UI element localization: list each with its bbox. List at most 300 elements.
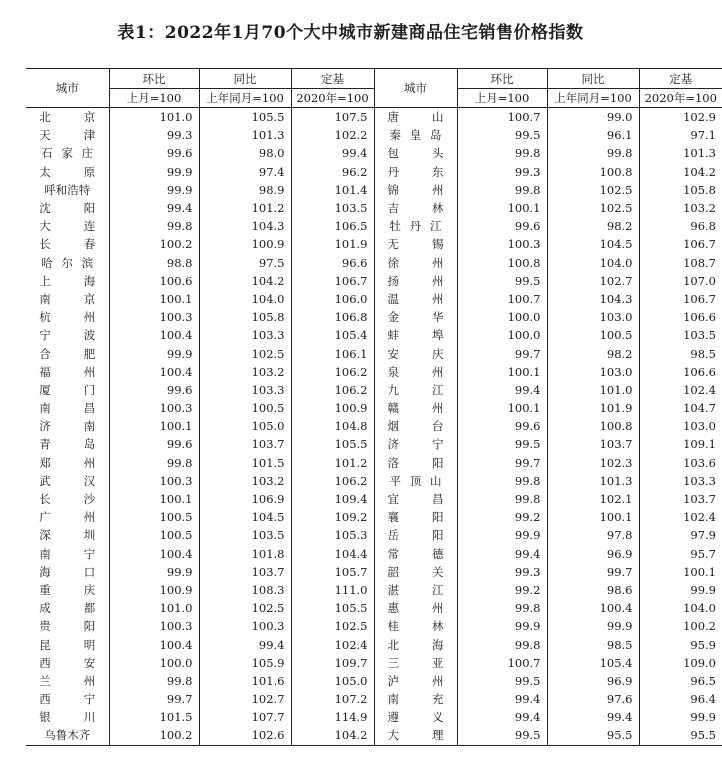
mom-value: 99.8: [109, 454, 199, 472]
base-value: 99.4: [291, 144, 374, 162]
city-cell: [26, 581, 109, 599]
city-name: 唐山: [387, 110, 444, 125]
city-name: 长春: [39, 237, 96, 252]
city-name: 海口: [39, 564, 96, 579]
yoy-value: 97.6: [547, 690, 639, 708]
city-name: 金华: [387, 310, 444, 325]
city-name: 南宁: [39, 546, 96, 561]
table-row: [26, 326, 722, 344]
table-row: [26, 217, 722, 235]
mom-value: 99.8: [457, 472, 547, 490]
mom-value: 99.9: [109, 163, 199, 181]
yoy-value: 99.7: [547, 563, 639, 581]
city-cell: [26, 599, 109, 617]
city-name: 太原: [39, 164, 96, 179]
city-cell: [26, 181, 109, 199]
city-cell: [374, 217, 457, 235]
mom-value: 99.5: [457, 726, 547, 745]
yoy-value: 98.0: [199, 144, 291, 162]
city-name: 宜昌: [387, 492, 444, 507]
city-name: 长沙: [39, 492, 96, 507]
table-row: [26, 108, 722, 127]
yoy-value: 105.8: [199, 308, 291, 326]
city-cell: [374, 344, 457, 362]
base-value: 101.9: [291, 235, 374, 253]
base-value: 105.0: [291, 672, 374, 690]
mom-value: 100.1: [109, 417, 199, 435]
base-value: 104.8: [291, 417, 374, 435]
yoy-value: 101.3: [547, 472, 639, 490]
city-name: 遵义: [387, 710, 444, 725]
base-value: 104.2: [639, 163, 722, 181]
mom-value: 99.7: [109, 690, 199, 708]
mom-value: 100.0: [109, 654, 199, 672]
city-cell: [26, 108, 109, 127]
city-name: 桂林: [387, 619, 444, 634]
mom-value: 101.0: [109, 108, 199, 127]
header-row: [26, 69, 722, 89]
city-header-right: 城市: [374, 69, 457, 108]
city-name: 大理: [387, 728, 444, 743]
city-cell: [26, 490, 109, 508]
city-cell: [374, 381, 457, 399]
base-value: 109.2: [291, 508, 374, 526]
mom-value: 99.4: [457, 690, 547, 708]
table-title: 表1：2022年1月70个大中城市新建商品住宅销售价格指数: [117, 23, 584, 43]
mom-value: 100.0: [457, 308, 547, 326]
yoy-value: 105.9: [199, 654, 291, 672]
base-value: 106.2: [291, 472, 374, 490]
base-value: 99.9: [639, 708, 722, 726]
city-name: 泉州: [387, 364, 444, 379]
base-value: 100.1: [639, 563, 722, 581]
yoy-value: 104.3: [547, 290, 639, 308]
yoy-value: 102.3: [547, 454, 639, 472]
base-value: 95.9: [639, 635, 722, 653]
mom-value: 100.3: [457, 235, 547, 253]
yoy-value: 98.6: [547, 581, 639, 599]
price-index-table: [26, 68, 722, 746]
base-value: 102.4: [639, 381, 722, 399]
yoy-value: 104.3: [199, 217, 291, 235]
base-value: 104.0: [639, 599, 722, 617]
table-row: [26, 508, 722, 526]
city-name: 平顶山: [389, 473, 442, 488]
yoy-value: 101.0: [547, 381, 639, 399]
yoy-value: 104.0: [547, 254, 639, 272]
city-cell: [374, 581, 457, 599]
city-name: 温州: [387, 291, 444, 306]
city-cell: [374, 399, 457, 417]
table-row: [26, 126, 722, 144]
mom-value: 100.7: [457, 108, 547, 127]
city-cell: [374, 254, 457, 272]
city-cell: [26, 690, 109, 708]
table-row: [26, 235, 722, 253]
base-value: 109.4: [291, 490, 374, 508]
mom-value: 100.1: [457, 399, 547, 417]
mom-value: 100.7: [457, 290, 547, 308]
city-cell: [374, 163, 457, 181]
table-row: [26, 363, 722, 381]
base-value: 109.0: [639, 654, 722, 672]
city-header-left: 城市: [26, 69, 109, 108]
yoy-value: 104.5: [547, 235, 639, 253]
yoy-value: 101.8: [199, 545, 291, 563]
base-value: 102.5: [291, 617, 374, 635]
city-name: 济宁: [387, 437, 444, 452]
city-name: 洛阳: [387, 455, 444, 470]
city-cell: [26, 272, 109, 290]
yoy-value: 100.5: [547, 326, 639, 344]
city-cell: [26, 399, 109, 417]
city-cell: [374, 545, 457, 563]
city-cell: [374, 563, 457, 581]
city-name: 烟台: [387, 419, 444, 434]
mom-value: 99.9: [109, 181, 199, 199]
base-value: 106.8: [291, 308, 374, 326]
city-cell: [26, 617, 109, 635]
yoy-value: 97.5: [199, 254, 291, 272]
table-row: [26, 490, 722, 508]
base-value: 103.0: [639, 417, 722, 435]
yoy-value: 102.6: [199, 726, 291, 745]
mom-value: 100.1: [457, 363, 547, 381]
table-row: [26, 290, 722, 308]
base-value: 109.7: [291, 654, 374, 672]
city-name: 昆明: [39, 637, 96, 652]
table-row: [26, 144, 722, 162]
city-name: 牡丹江: [389, 219, 442, 234]
mom-value: 99.4: [109, 199, 199, 217]
mom-value: 99.6: [109, 144, 199, 162]
city-cell: [26, 217, 109, 235]
base-value: 103.2: [639, 199, 722, 217]
city-cell: [374, 672, 457, 690]
base-value: 103.3: [639, 472, 722, 490]
mom-value: 99.3: [457, 563, 547, 581]
base-value: 106.7: [291, 272, 374, 290]
mom-header-right: 环比: [457, 69, 547, 89]
city-cell: [374, 599, 457, 617]
city-cell: [374, 126, 457, 144]
base-value: 104.4: [291, 545, 374, 563]
table-row: [26, 163, 722, 181]
city-cell: [26, 326, 109, 344]
table-row: [26, 708, 722, 726]
city-name: 锦州: [387, 182, 444, 197]
city-cell: [26, 708, 109, 726]
city-name: 哈尔滨: [41, 255, 94, 270]
city-name: 兰州: [39, 673, 96, 688]
base-value: 106.2: [291, 381, 374, 399]
mom-value: 99.5: [457, 272, 547, 290]
yoy-header-left: 同比: [199, 69, 291, 89]
base-value: 96.4: [639, 690, 722, 708]
mom-value: 101.5: [109, 708, 199, 726]
base-value: 102.2: [291, 126, 374, 144]
base-value: 107.0: [639, 272, 722, 290]
table-row: [26, 254, 722, 272]
city-name: 南昌: [39, 401, 96, 416]
city-cell: [26, 363, 109, 381]
mom-header-left: 环比: [109, 69, 199, 89]
base-value: 106.7: [639, 235, 722, 253]
yoy-value: 96.1: [547, 126, 639, 144]
city-name: 乌鲁木齐: [44, 728, 91, 743]
base-value: 101.2: [291, 454, 374, 472]
yoy-value: 103.7: [199, 563, 291, 581]
table-row: [26, 199, 722, 217]
yoy-sub-right: 上年同月=100: [547, 89, 639, 108]
city-name: 银川: [39, 710, 96, 725]
base-value: 102.4: [291, 635, 374, 653]
city-name: 武汉: [39, 473, 96, 488]
table-row: [26, 417, 722, 435]
yoy-value: 99.4: [547, 708, 639, 726]
yoy-value: 99.4: [199, 635, 291, 653]
city-name: 北京: [39, 110, 96, 125]
yoy-value: 103.2: [199, 472, 291, 490]
city-name: 重庆: [39, 582, 96, 597]
base-value: 106.0: [291, 290, 374, 308]
base-value: 100.2: [639, 617, 722, 635]
table-row: [26, 181, 722, 199]
yoy-value: 102.5: [547, 181, 639, 199]
table-row: [26, 472, 722, 490]
base-value: 103.5: [291, 199, 374, 217]
city-name: 吉林: [387, 201, 444, 216]
yoy-value: 105.4: [547, 654, 639, 672]
base-value: 105.5: [291, 599, 374, 617]
mom-value: 100.2: [109, 235, 199, 253]
city-name: 襄阳: [387, 510, 444, 525]
mom-value: 100.4: [109, 635, 199, 653]
table-row: [26, 599, 722, 617]
base-value: 108.7: [639, 254, 722, 272]
table-row: [26, 690, 722, 708]
yoy-value: 104.0: [199, 290, 291, 308]
base-value: 102.9: [639, 108, 722, 127]
city-name: 扬州: [387, 273, 444, 288]
base-value: 106.2: [291, 363, 374, 381]
base-value: 104.7: [639, 399, 722, 417]
city-name: 济南: [39, 419, 96, 434]
yoy-value: 100.1: [547, 508, 639, 526]
yoy-value: 102.5: [199, 599, 291, 617]
base-value: 98.5: [639, 344, 722, 362]
city-name: 常德: [387, 546, 444, 561]
city-cell: [26, 417, 109, 435]
yoy-value: 97.8: [547, 526, 639, 544]
city-cell: [374, 708, 457, 726]
table-body: [26, 108, 722, 746]
city-cell: [26, 672, 109, 690]
base-value: 105.4: [291, 326, 374, 344]
city-name: 九江: [387, 382, 444, 397]
yoy-value: 102.7: [199, 690, 291, 708]
base-value: 103.6: [639, 454, 722, 472]
mom-value: 100.1: [109, 290, 199, 308]
yoy-value: 99.8: [547, 144, 639, 162]
city-cell: [26, 726, 109, 745]
base-value: 96.5: [639, 672, 722, 690]
base-sub-right: 2020年=100: [639, 89, 722, 108]
base-value: 105.3: [291, 526, 374, 544]
city-cell: [374, 654, 457, 672]
mom-value: 99.8: [109, 217, 199, 235]
mom-value: 100.7: [457, 654, 547, 672]
city-name: 惠州: [387, 601, 444, 616]
city-cell: [26, 508, 109, 526]
base-value: 107.2: [291, 690, 374, 708]
city-cell: [26, 654, 109, 672]
city-name: 蚌埠: [387, 328, 444, 343]
city-name: 赣州: [387, 401, 444, 416]
yoy-value: 104.5: [199, 508, 291, 526]
base-value: 101.4: [291, 181, 374, 199]
yoy-value: 103.0: [547, 308, 639, 326]
mom-value: 99.8: [457, 181, 547, 199]
mom-value: 100.3: [109, 399, 199, 417]
mom-value: 100.3: [109, 308, 199, 326]
city-name: 厦门: [39, 382, 96, 397]
city-cell: [26, 635, 109, 653]
city-name: 呼和浩特: [44, 182, 91, 197]
yoy-value: 100.4: [547, 599, 639, 617]
mom-value: 100.1: [109, 490, 199, 508]
yoy-value: 103.7: [547, 435, 639, 453]
base-value: 109.1: [639, 435, 722, 453]
city-cell: [374, 690, 457, 708]
city-cell: [26, 563, 109, 581]
city-cell: [374, 199, 457, 217]
base-value: 97.1: [639, 126, 722, 144]
city-cell: [374, 181, 457, 199]
table-row: [26, 435, 722, 453]
yoy-value: 108.3: [199, 581, 291, 599]
city-name: 沈阳: [39, 201, 96, 216]
yoy-value: 101.2: [199, 199, 291, 217]
city-name: 泸州: [387, 673, 444, 688]
mom-value: 99.8: [457, 599, 547, 617]
mom-value: 99.2: [457, 508, 547, 526]
yoy-value: 98.9: [199, 181, 291, 199]
mom-sub-right: 上月=100: [457, 89, 547, 108]
base-value: 95.5: [639, 726, 722, 745]
mom-value: 100.3: [109, 472, 199, 490]
yoy-value: 102.5: [199, 344, 291, 362]
yoy-value: 100.8: [547, 417, 639, 435]
city-name: 福州: [39, 364, 96, 379]
mom-value: 100.4: [109, 545, 199, 563]
yoy-value: 96.9: [547, 545, 639, 563]
table-row: [26, 308, 722, 326]
mom-value: 99.2: [457, 581, 547, 599]
mom-value: 100.9: [109, 581, 199, 599]
base-value: 102.4: [639, 508, 722, 526]
mom-value: 98.8: [109, 254, 199, 272]
mom-value: 99.9: [109, 563, 199, 581]
yoy-value: 98.2: [547, 344, 639, 362]
city-cell: [26, 454, 109, 472]
table-row: [26, 635, 722, 653]
base-value: 114.9: [291, 708, 374, 726]
city-name: 北海: [387, 637, 444, 652]
yoy-value: 101.5: [199, 454, 291, 472]
city-name: 三亚: [387, 655, 444, 670]
mom-value: 99.9: [109, 344, 199, 362]
yoy-value: 96.9: [547, 672, 639, 690]
city-name: 深圳: [39, 528, 96, 543]
mom-value: 100.5: [109, 526, 199, 544]
yoy-value: 105.5: [199, 108, 291, 127]
base-header-left: 定基: [291, 69, 374, 89]
city-name: 大连: [39, 219, 96, 234]
yoy-value: 103.3: [199, 326, 291, 344]
mom-value: 100.4: [109, 326, 199, 344]
base-sub-left: 2020年=100: [291, 89, 374, 108]
mom-value: 99.9: [457, 526, 547, 544]
base-value: 111.0: [291, 581, 374, 599]
city-cell: [26, 545, 109, 563]
mom-value: 100.6: [109, 272, 199, 290]
base-value: 95.7: [639, 545, 722, 563]
mom-value: 99.7: [457, 344, 547, 362]
city-name: 岳阳: [387, 528, 444, 543]
mom-value: 100.5: [109, 508, 199, 526]
city-name: 天津: [39, 128, 96, 143]
base-value: 105.5: [291, 435, 374, 453]
yoy-value: 103.2: [199, 363, 291, 381]
base-value: 106.6: [639, 308, 722, 326]
city-name: 广州: [39, 510, 96, 525]
mom-value: 100.1: [457, 199, 547, 217]
mom-value: 100.3: [109, 617, 199, 635]
base-value: 97.9: [639, 526, 722, 544]
yoy-value: 101.6: [199, 672, 291, 690]
city-cell: [26, 435, 109, 453]
city-name: 包头: [387, 146, 444, 161]
table-row: [26, 672, 722, 690]
city-name: 丹东: [387, 164, 444, 179]
table-row: [26, 526, 722, 544]
table-row: [26, 581, 722, 599]
base-value: 106.6: [639, 363, 722, 381]
city-cell: [26, 290, 109, 308]
yoy-sub-left: 上年同月=100: [199, 89, 291, 108]
mom-value: 99.8: [457, 635, 547, 653]
table-row: [26, 654, 722, 672]
mom-value: 99.5: [457, 435, 547, 453]
city-cell: [26, 199, 109, 217]
city-name: 徐州: [387, 255, 444, 270]
yoy-value: 103.5: [199, 526, 291, 544]
city-name: 秦皇岛: [389, 128, 442, 143]
mom-value: 99.5: [457, 126, 547, 144]
yoy-value: 100.3: [199, 617, 291, 635]
table-row: [26, 454, 722, 472]
table-row: [26, 617, 722, 635]
city-name: 宁波: [39, 328, 96, 343]
city-name: 韶关: [387, 564, 444, 579]
yoy-value: 103.3: [199, 381, 291, 399]
mom-value: 99.4: [457, 545, 547, 563]
mom-value: 99.6: [109, 381, 199, 399]
table-row: [26, 272, 722, 290]
city-name: 西宁: [39, 692, 96, 707]
yoy-value: 103.7: [199, 435, 291, 453]
